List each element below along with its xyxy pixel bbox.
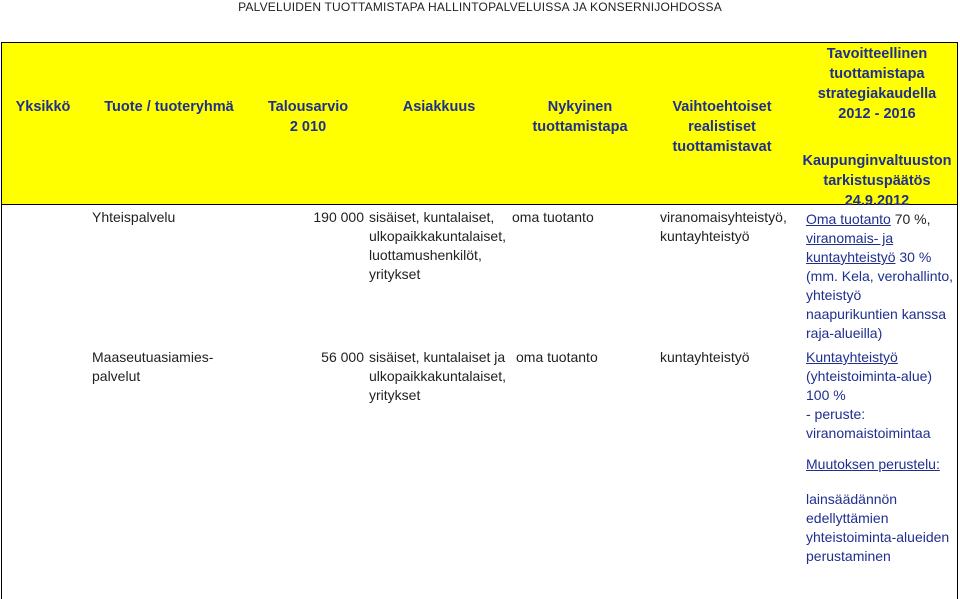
header-alt-line1: Vaihtoehtoiset bbox=[672, 99, 772, 115]
header-current-line2: tuottamistapa bbox=[532, 119, 628, 135]
row1-target-part5: 30 % (mm. Kela, verohallinto, yhteistyö naapurikuntien kanssa raja-alueilla) bbox=[806, 249, 954, 341]
row1-target-part4: kuntayhteistyö bbox=[806, 249, 896, 265]
header-current bbox=[524, 97, 636, 137]
header-target-line4: 2012 - 2016 bbox=[838, 106, 916, 122]
row2-change-reason: lainsäädännön edellyttämien yhteistoiminta-alueiden perustaminen bbox=[806, 491, 950, 564]
header-target bbox=[798, 44, 956, 211]
header-alternatives bbox=[658, 97, 786, 157]
row2-target bbox=[806, 348, 958, 443]
header-budget-line1: Talousarvio bbox=[267, 99, 349, 115]
row2-customers: sisäiset, kuntalaiset ja ulkopaikkakuntalaiset, yritykset bbox=[369, 349, 506, 403]
row2-budget: 56 000 bbox=[321, 349, 364, 365]
header-budget bbox=[258, 97, 358, 137]
column-divider-left bbox=[1, 205, 2, 599]
row1-target-part1: Oma tuotanto bbox=[806, 211, 891, 227]
header-unit bbox=[6, 97, 80, 117]
row1-customers: sisäiset, kuntalaiset, ulkopaikkakuntalaiset, luottamushenkilöt, yritykset bbox=[369, 209, 506, 282]
row1-unit: Yhteispalvelu bbox=[92, 209, 176, 225]
row2-current: oma tuotanto bbox=[516, 349, 598, 365]
header-customers-label: Asiakkuus bbox=[402, 99, 476, 115]
row2-target-part1: Kuntayhteistyö bbox=[806, 349, 898, 365]
header-target-line3: strategiakaudella bbox=[817, 86, 937, 102]
header-target-line2: tuottamistapa bbox=[829, 66, 925, 82]
row2-change-label bbox=[806, 455, 958, 474]
header-review-line3: 24.9.2012 bbox=[844, 193, 910, 209]
row2-target-part2: (yhteistoiminta-alue) 100 % - peruste: viranomaistoimintaa bbox=[806, 368, 933, 441]
row2-target-part3: Muutoksen perustelu: bbox=[806, 456, 940, 472]
row2-alternatives: kuntayhteistyö bbox=[660, 349, 750, 365]
row1-budget: 190 000 bbox=[313, 209, 364, 225]
header-product bbox=[104, 97, 234, 117]
row1-target-part3: viranomais- ja bbox=[806, 230, 894, 246]
header-customers bbox=[384, 97, 494, 117]
header-current-line1: Nykyinen bbox=[547, 99, 613, 115]
header-review-line2: tarkistuspäätös bbox=[823, 173, 931, 189]
header-alt-line2: realistiset bbox=[688, 119, 756, 135]
header-alt-line3: tuottamistavat bbox=[672, 139, 772, 155]
header-unit-label: Yksikkö bbox=[15, 99, 71, 115]
row1-alternatives: viranomaisyhteistyö, kuntayhteistyö bbox=[660, 209, 787, 244]
header-budget-line2: 2 010 bbox=[289, 119, 327, 135]
header-target-line1: Tavoitteellinen bbox=[826, 46, 928, 62]
header-review-line1: Kaupunginvaltuuston bbox=[802, 153, 952, 169]
row1-current: oma tuotanto bbox=[512, 209, 594, 225]
header-product-label: Tuote / tuoteryhmä bbox=[104, 99, 234, 115]
row1-target bbox=[806, 210, 958, 343]
row1-target-part2: 70 %, bbox=[890, 211, 931, 227]
row2-unit: Maaseutuasiamies- palvelut bbox=[92, 349, 214, 384]
document-title: PALVELUIDEN TUOTTAMISTAPA HALLINTOPALVELUISSA JA KONSERNIJOHDOSSA bbox=[238, 0, 722, 14]
